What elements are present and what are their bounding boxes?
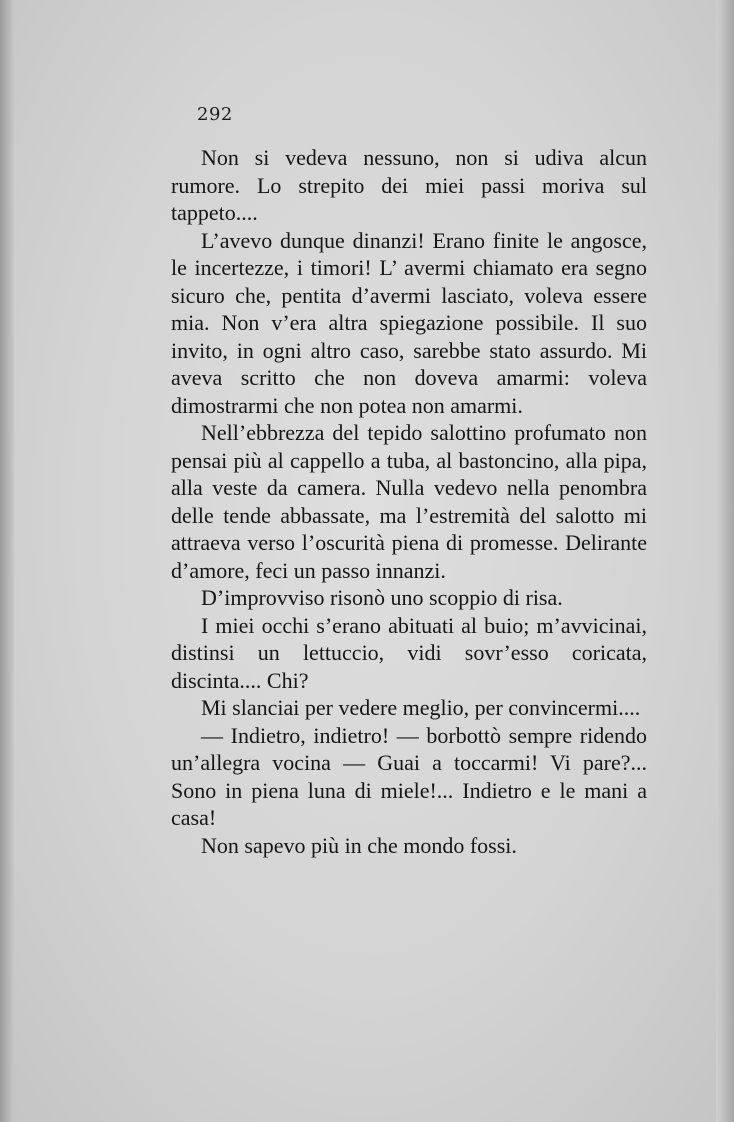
paragraph: — Indietro, indietro! — borbottò sempre ridendo un’allegra vocina — Guai a toccarmi! Vi pare?... Sono in piena luna di miele!... Indietro e le mani a casa! <box>171 722 647 830</box>
paragraph: Mi slanciai per vedere meglio, per convincermi.... <box>201 695 641 720</box>
paragraph: Non si vedeva nessuno, non si udiva alcun rumore. Lo strepito dei miei passi moriva sul tappeto.... <box>171 145 647 225</box>
page-number: 292 <box>197 104 233 125</box>
paragraph: D’improvviso risonò uno scoppio di risa. <box>201 585 563 610</box>
page-edge-left <box>0 0 14 1122</box>
body-text <box>171 144 647 859</box>
paragraph: Nell’ebbrezza del tepido salottino profumato non pensai più al cappello a tuba, al bastoncino, alla pipa, alla veste da camera. Nulla vedevo nella penombra delle tende abbassate, ma l’estremità del salotto mi attraeva verso l’oscurità piena di promesse. Delirante d’amore, feci un passo innanzi. <box>171 420 647 583</box>
paragraph: L’avevo dunque dinanzi! Erano finite le angosce, le incertezze, i timori! L’ avermi chiamato era segno sicuro che, pentita d’avermi lasciato, voleva essere mia. Non v’era altra spiegazione possibile. Il suo invito, in ogni altro caso, sarebbe stato assurdo. Mi aveva scritto che non doveva amarmi: voleva dimostrarmi che non potea non amarmi. <box>171 227 647 418</box>
paragraph: Non sapevo più in che mondo fossi. <box>201 832 517 858</box>
paragraph: I miei occhi s’erano abituati al buio; m’avvicinai, distinsi un lettuccio, vidi sovr’esso coricata, discinta.... Chi? <box>171 612 647 693</box>
page-edge-right <box>716 0 734 1122</box>
